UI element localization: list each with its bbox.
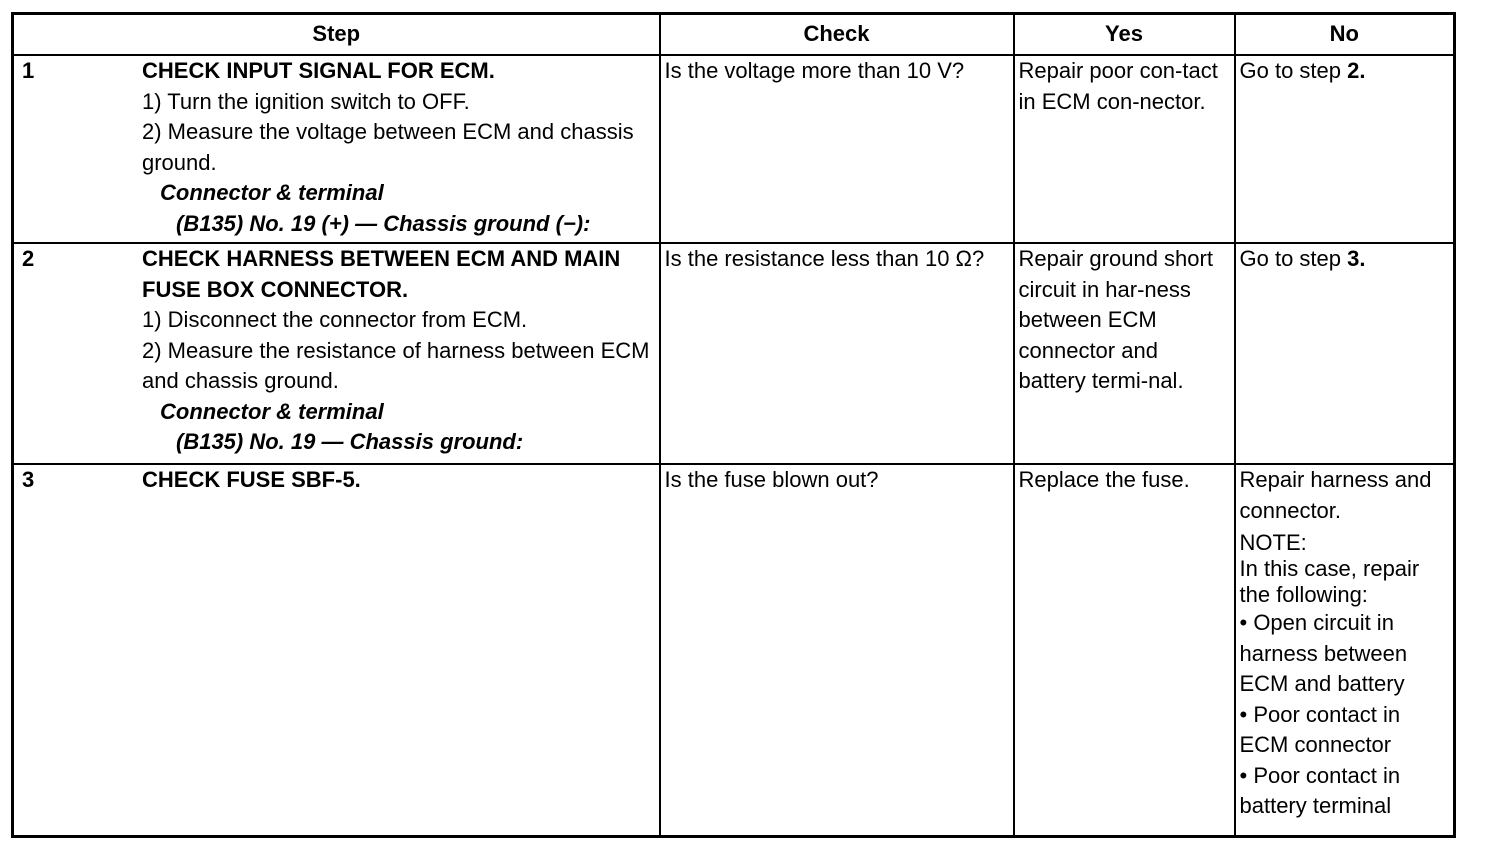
step-cell [13, 55, 660, 243]
no-text: Go to step [1239, 58, 1348, 83]
step-number: 1 [22, 58, 35, 83]
note-bullet: • Poor contact in ECM connector [1239, 701, 1401, 757]
note-bullet: • Poor contact in battery terminal [1239, 762, 1401, 818]
header-step: Step [13, 14, 660, 56]
header-no: No [1235, 14, 1455, 56]
header-row [13, 14, 1455, 56]
step-instruction: 1) Disconnect the connector from ECM. [142, 307, 528, 332]
yes-cell: Repair ground short circuit in har-ness between ECM connector and battery termi-nal. [1014, 243, 1235, 464]
no-text: Repair harness and connector. [1239, 467, 1432, 523]
no-cell [1235, 464, 1455, 837]
yes-cell: Repair poor con-tact in ECM con-nector. [1014, 55, 1235, 243]
header-yes: Yes [1014, 14, 1235, 56]
header-check: Check [660, 14, 1014, 56]
check-cell: Is the fuse blown out? [660, 464, 1014, 837]
check-cell: Is the voltage more than 10 V? [660, 55, 1014, 243]
no-step-ref: 3. [1347, 246, 1366, 271]
no-cell [1235, 55, 1455, 243]
connector-value: (B135) No. 19 — Chassis ground: [176, 429, 524, 454]
note-text: In this case, repair the following: [1239, 556, 1420, 607]
step-instruction: 2) Measure the voltage between ECM and chassis ground. [142, 119, 634, 175]
connector-label: Connector & terminal [160, 398, 384, 424]
connector-value: (B135) No. 19 (+) — Chassis ground (−): [176, 210, 591, 236]
step-title: CHECK FUSE SBF-5. [142, 467, 361, 492]
step-title: CHECK HARNESS BETWEEN ECM AND MAIN FUSE BOX CONNECTOR. [142, 246, 621, 302]
step-instruction: 1) Turn the ignition switch to OFF. [142, 88, 470, 114]
table-row [13, 243, 1455, 464]
step-instruction: 2) Measure the resistance of harness between ECM and chassis ground. [142, 337, 650, 393]
step-title: CHECK INPUT SIGNAL FOR ECM. [142, 58, 495, 83]
connector-label: Connector & terminal [160, 180, 384, 205]
step-cell [13, 464, 660, 837]
no-text: Go to step [1239, 246, 1348, 271]
note-label: NOTE: [1239, 530, 1307, 555]
step-number: 3 [22, 467, 35, 492]
diagnostic-table [11, 12, 1456, 838]
step-cell [13, 243, 660, 464]
table-row [13, 55, 1455, 243]
note-bullet: • Open circuit in harness between ECM and battery [1239, 610, 1408, 696]
step-number: 2 [22, 246, 35, 271]
yes-cell: Replace the fuse. [1014, 464, 1235, 837]
check-cell: Is the resistance less than 10 Ω? [660, 243, 1014, 464]
table-row [13, 464, 1455, 837]
no-cell [1235, 243, 1455, 464]
no-step-ref: 2. [1347, 58, 1366, 83]
